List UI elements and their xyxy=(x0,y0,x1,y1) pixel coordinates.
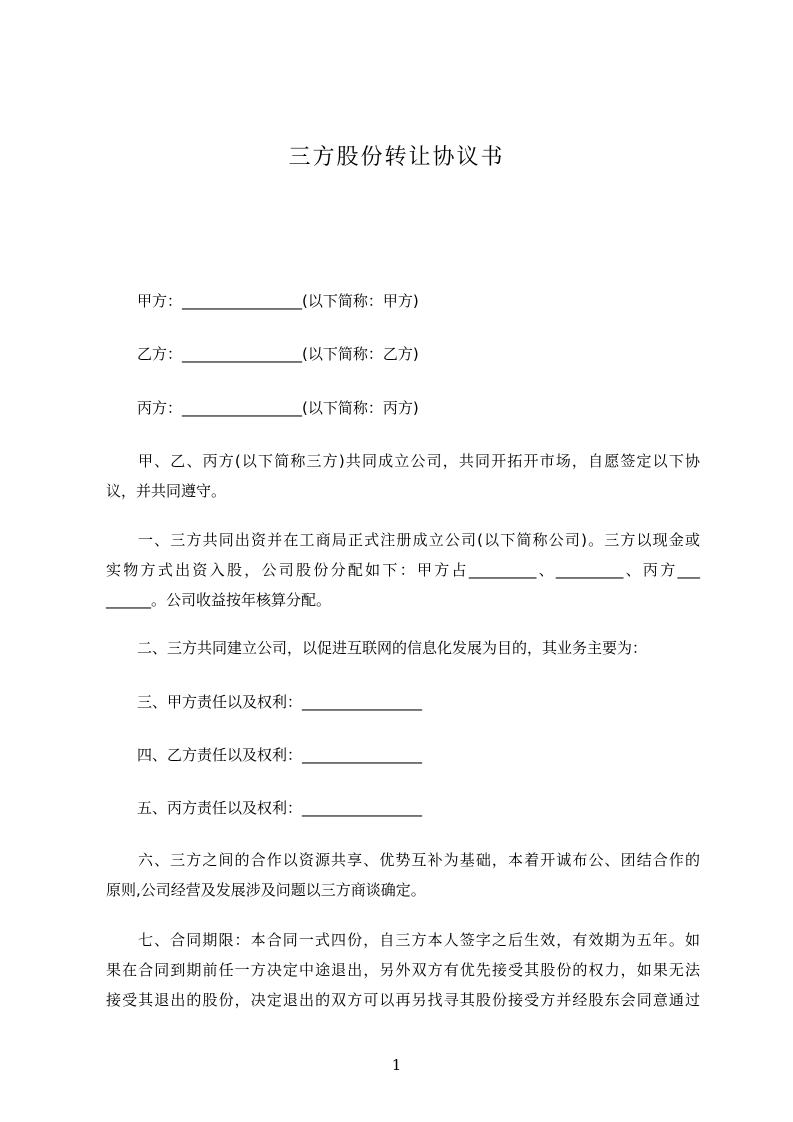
clause-2: 二、三方共同建立公司，以促进互联网的信息化发展为目的，其业务主要为： xyxy=(137,639,648,657)
clause-3: 三、甲方责任以及权利：________________ xyxy=(137,693,423,711)
clause-1-line-3: ______。公司收益按年核算分配。 xyxy=(106,591,332,609)
page-number: 1 xyxy=(391,1056,402,1074)
clause-6-line-1: 六、三方之间的合作以资源共享、优势互补为基础，本着开诚布公、团结合作的 xyxy=(138,851,700,869)
party-a-line: 甲方：________________(以下简称：甲方) xyxy=(137,292,419,310)
clause-4: 四、乙方责任以及权利：________________ xyxy=(137,746,423,764)
party-b-line: 乙方：________________(以下简称：乙方) xyxy=(137,345,419,363)
clause-6-paragraph xyxy=(106,845,700,905)
intro-paragraph xyxy=(106,446,700,506)
clause-7-paragraph xyxy=(106,925,700,1015)
intro-line-2: 议，并共同遵守。 xyxy=(106,482,227,500)
party-c-line: 丙方：________________(以下简称：丙方) xyxy=(137,399,419,417)
clause-1-line-2: 实物方式出资入股，公司股份分配如下：甲方占_________、_________、丙方___ xyxy=(106,561,700,579)
clause-7-line-1: 七、合同期限：本合同一式四份，自三方本人签字之后生效，有效期为五年。如 xyxy=(138,931,700,949)
clause-7-line-2: 果在合同到期前任一方决定中途退出，另外双方有优先接受其股份的权力，如果无法 xyxy=(106,961,700,979)
document-title: 三方股份转让协议书 xyxy=(288,145,505,170)
clause-7-line-3: 接受其退出的股份，决定退出的双方可以再另找寻其股份接受方并经股东会同意通过 xyxy=(106,991,700,1009)
clause-1-paragraph xyxy=(106,525,700,615)
clause-5: 五、丙方责任以及权利：________________ xyxy=(137,799,423,817)
clause-1-line-1: 一、三方共同出资并在工商局正式注册成立公司(以下简称公司)。三方以现金或 xyxy=(138,531,700,549)
intro-line-1: 甲、乙、丙方(以下简称三方)共同成立公司，共同开拓开市场，自愿签定以下协 xyxy=(138,452,700,470)
clause-6-line-2: 原则,公司经营及发展涉及问题以三方商谈确定。 xyxy=(106,881,426,899)
